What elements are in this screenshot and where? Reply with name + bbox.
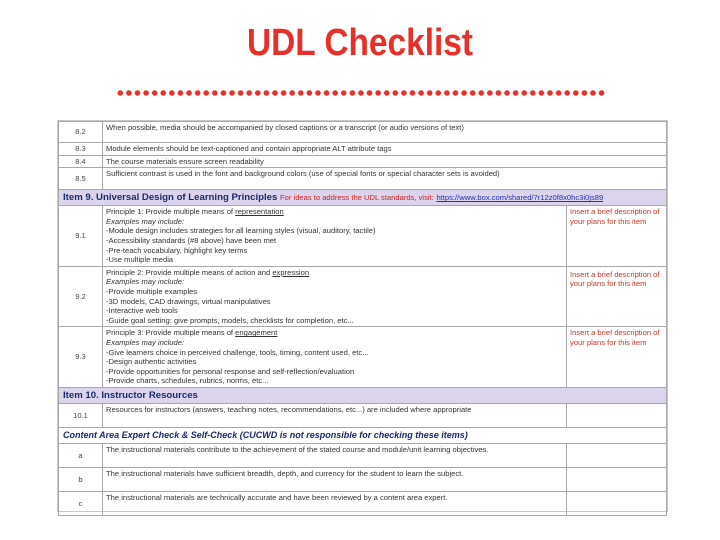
item-text bbox=[103, 206, 567, 267]
table-row bbox=[59, 122, 667, 143]
example-line: -Pre-teach vocabulary, highlight key terms bbox=[106, 245, 248, 255]
plan-note[interactable]: Insert a brief description of your plans for this item bbox=[567, 206, 667, 267]
plan-cell[interactable] bbox=[567, 443, 667, 467]
example-line: -Provide opportunities for personal response and self-reflection/evaluation bbox=[106, 366, 355, 376]
table-row bbox=[59, 168, 667, 190]
plan-cell[interactable] bbox=[567, 491, 667, 515]
item-text bbox=[103, 266, 567, 327]
item-number: 9.3 bbox=[59, 327, 103, 388]
table-row bbox=[59, 443, 667, 467]
example-line: -Provide multiple examples bbox=[106, 286, 198, 296]
principle-link[interactable]: expression bbox=[272, 267, 310, 277]
example-line: -Module design includes strategies for all learning styles (visual, auditory, tactile) bbox=[106, 226, 376, 236]
item-number: 8.5 bbox=[59, 168, 103, 190]
checklist-table bbox=[58, 121, 667, 516]
plan-cell[interactable] bbox=[567, 403, 667, 427]
item-text: Sufficient contrast is used in the font and background colors (use of special fonts or special character sets is avoided) bbox=[103, 168, 667, 190]
section-header-item10 bbox=[59, 387, 667, 403]
dotted-divider bbox=[116, 88, 606, 98]
resource-link[interactable]: https://www.box.com/shared/7r12z0f8x0hc3i0js89 bbox=[436, 193, 604, 203]
item-text: The instructional materials have sufficient breadth, depth, and currency for the student to learn the subject. bbox=[103, 467, 567, 491]
example-line: -Accessibility standards (#8 above) have been met bbox=[106, 235, 277, 245]
section-header-expert bbox=[59, 427, 667, 443]
page-title: UDL Checklist bbox=[246, 22, 474, 64]
principle-prefix: Principle 3: Provide multiple means of bbox=[106, 328, 234, 338]
table-row bbox=[59, 403, 667, 427]
principle-prefix: Principle 2: Provide multiple means of action and bbox=[106, 267, 271, 277]
item-number: c bbox=[59, 491, 103, 515]
table-row bbox=[59, 467, 667, 491]
item-text: Resources for instructors (answers, teaching notes, recommendations, etc...) are included where appropriate bbox=[103, 403, 567, 427]
plan-note[interactable] bbox=[567, 266, 667, 327]
item-text: The instructional materials contribute to the achievement of the stated course and module/unit learning objectives. bbox=[103, 443, 567, 467]
example-line: -Guide goal setting: give prompts, models, checklists for completion, etc... bbox=[106, 315, 354, 325]
examples-label: Examples may include: bbox=[106, 277, 185, 287]
plan-cell[interactable] bbox=[567, 467, 667, 491]
item-number: b bbox=[59, 467, 103, 491]
item-number: 9.2 bbox=[59, 266, 103, 327]
section-header-item9 bbox=[59, 190, 667, 206]
item-text: The instructional materials are technically accurate and have been reviewed by a content area expert. bbox=[103, 491, 567, 515]
example-line: -Provide charts, schedules, rubrics, norms, etc... bbox=[106, 376, 269, 386]
table-row bbox=[59, 155, 667, 168]
item-number: 9.1 bbox=[59, 206, 103, 267]
section-title: Content Area Expert Check & Self-Check (CUCWD is not responsible for checking these items) bbox=[59, 427, 667, 443]
table-row bbox=[59, 266, 667, 327]
checklist-document bbox=[57, 120, 668, 512]
example-line: -Design authentic activities bbox=[106, 357, 197, 367]
item-number: 8.4 bbox=[59, 155, 103, 168]
example-line: -Use multiple media bbox=[106, 255, 174, 265]
examples-label: Examples may include: bbox=[106, 216, 185, 226]
plan-note-text: Insert a brief description of your plans for this item bbox=[570, 269, 660, 289]
item-text: Module elements should be text-captioned and contain appropriate ALT attribute tags bbox=[103, 143, 667, 156]
table-row bbox=[59, 206, 667, 267]
example-line: -Give learners choice in perceived challenge, tools, timing, content used, etc... bbox=[106, 347, 369, 357]
example-line: -3D models, CAD drawings, virtual manipulatives bbox=[106, 296, 271, 306]
examples-label: Examples may include: bbox=[106, 337, 185, 347]
table-row bbox=[59, 491, 667, 515]
principle-prefix: Principle 1: Provide multiple means of bbox=[106, 207, 234, 217]
plan-note[interactable]: Insert a brief description of your plans for this item bbox=[567, 327, 667, 388]
section-title: Item 10. Instructor Resources bbox=[59, 387, 667, 403]
section-title: Item 9. Universal Design of Learning Principles bbox=[63, 192, 278, 204]
table-row bbox=[59, 327, 667, 388]
principle-link[interactable]: engagement bbox=[235, 328, 278, 338]
item-number: 8.3 bbox=[59, 143, 103, 156]
item-number: 10.1 bbox=[59, 403, 103, 427]
item-text: The course materials ensure screen readability bbox=[103, 155, 667, 168]
item-number: a bbox=[59, 443, 103, 467]
item-text: When possible, media should be accompanied by closed captions or a transcript (or audio versions of text) bbox=[103, 122, 667, 143]
example-line: -Interactive web tools bbox=[106, 306, 178, 316]
item-text bbox=[103, 327, 567, 388]
section-note: For ideas to address the UDL standards, visit: bbox=[280, 193, 434, 203]
item-number: 8.2 bbox=[59, 122, 103, 143]
principle-link[interactable]: representation bbox=[235, 207, 284, 217]
table-row bbox=[59, 143, 667, 156]
